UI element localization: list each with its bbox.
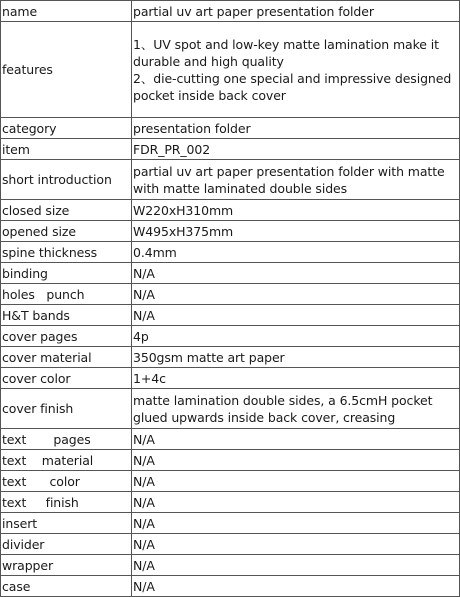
spec-value: N/A — [132, 263, 460, 284]
spec-row-cover-pages — [1, 326, 460, 347]
spec-value: N/A — [132, 576, 460, 597]
spec-row-category — [1, 118, 460, 139]
spec-label: cover finish — [1, 389, 132, 429]
spec-value: N/A — [132, 471, 460, 492]
spec-row-cover-material — [1, 347, 460, 368]
spec-label: divider — [1, 534, 132, 555]
spec-value: partial uv art paper presentation folder with matte with matte laminated double sides — [132, 160, 460, 200]
spec-label: insert — [1, 513, 132, 534]
spec-row-name — [1, 1, 460, 22]
spec-value: matte lamination double sides, a 6.5cmH pocket glued upwards inside back cover, creasing — [132, 389, 460, 429]
spec-row-short-introduction — [1, 160, 460, 200]
spec-label: text color — [1, 471, 132, 492]
spec-value: N/A — [132, 534, 460, 555]
spec-label: spine thickness — [1, 242, 132, 263]
spec-value: N/A — [132, 492, 460, 513]
spec-label: case — [1, 576, 132, 597]
spec-table-body — [1, 1, 460, 597]
spec-label: features — [1, 22, 132, 118]
spec-label: binding — [1, 263, 132, 284]
spec-value: 1+4c — [132, 368, 460, 389]
spec-label: opened size — [1, 221, 132, 242]
spec-value: N/A — [132, 429, 460, 450]
spec-row-closed-size — [1, 200, 460, 221]
spec-label: closed size — [1, 200, 132, 221]
spec-label: holes punch — [1, 284, 132, 305]
spec-row-opened-size — [1, 221, 460, 242]
spec-value: N/A — [132, 513, 460, 534]
spec-value: N/A — [132, 555, 460, 576]
spec-row-features — [1, 22, 460, 118]
spec-value: W495xH375mm — [132, 221, 460, 242]
spec-value: 0.4mm — [132, 242, 460, 263]
spec-row-cover-color — [1, 368, 460, 389]
spec-label: cover color — [1, 368, 132, 389]
spec-label: H&T bands — [1, 305, 132, 326]
spec-row-text-color — [1, 471, 460, 492]
spec-label: text pages — [1, 429, 132, 450]
spec-label: name — [1, 1, 132, 22]
spec-value: N/A — [132, 450, 460, 471]
spec-label: wrapper — [1, 555, 132, 576]
spec-row-item — [1, 139, 460, 160]
spec-label: category — [1, 118, 132, 139]
spec-row-text-finish — [1, 492, 460, 513]
spec-value: presentation folder — [132, 118, 460, 139]
spec-label: text finish — [1, 492, 132, 513]
spec-value: 350gsm matte art paper — [132, 347, 460, 368]
spec-row-holes-punch — [1, 284, 460, 305]
spec-label: cover pages — [1, 326, 132, 347]
spec-row-case — [1, 576, 460, 597]
spec-value: partial uv art paper presentation folder — [132, 1, 460, 22]
spec-row-cover-finish — [1, 389, 460, 429]
spec-row-ht-bands — [1, 305, 460, 326]
spec-value: FDR_PR_002 — [132, 139, 460, 160]
spec-label: text material — [1, 450, 132, 471]
spec-value: 4p — [132, 326, 460, 347]
spec-row-spine-thickness — [1, 242, 460, 263]
spec-row-text-pages — [1, 429, 460, 450]
spec-value: N/A — [132, 305, 460, 326]
spec-value: 1、UV spot and low-key matte lamination make it durable and high quality 2、die-cutting one special and impressive designed pocket inside back cover — [132, 22, 460, 118]
spec-row-divider — [1, 534, 460, 555]
spec-row-binding — [1, 263, 460, 284]
spec-label: cover material — [1, 347, 132, 368]
spec-label: item — [1, 139, 132, 160]
spec-row-wrapper — [1, 555, 460, 576]
spec-label: short introduction — [1, 160, 132, 200]
spec-value: N/A — [132, 284, 460, 305]
spec-value: W220xH310mm — [132, 200, 460, 221]
spec-row-insert — [1, 513, 460, 534]
spec-row-text-material — [1, 450, 460, 471]
